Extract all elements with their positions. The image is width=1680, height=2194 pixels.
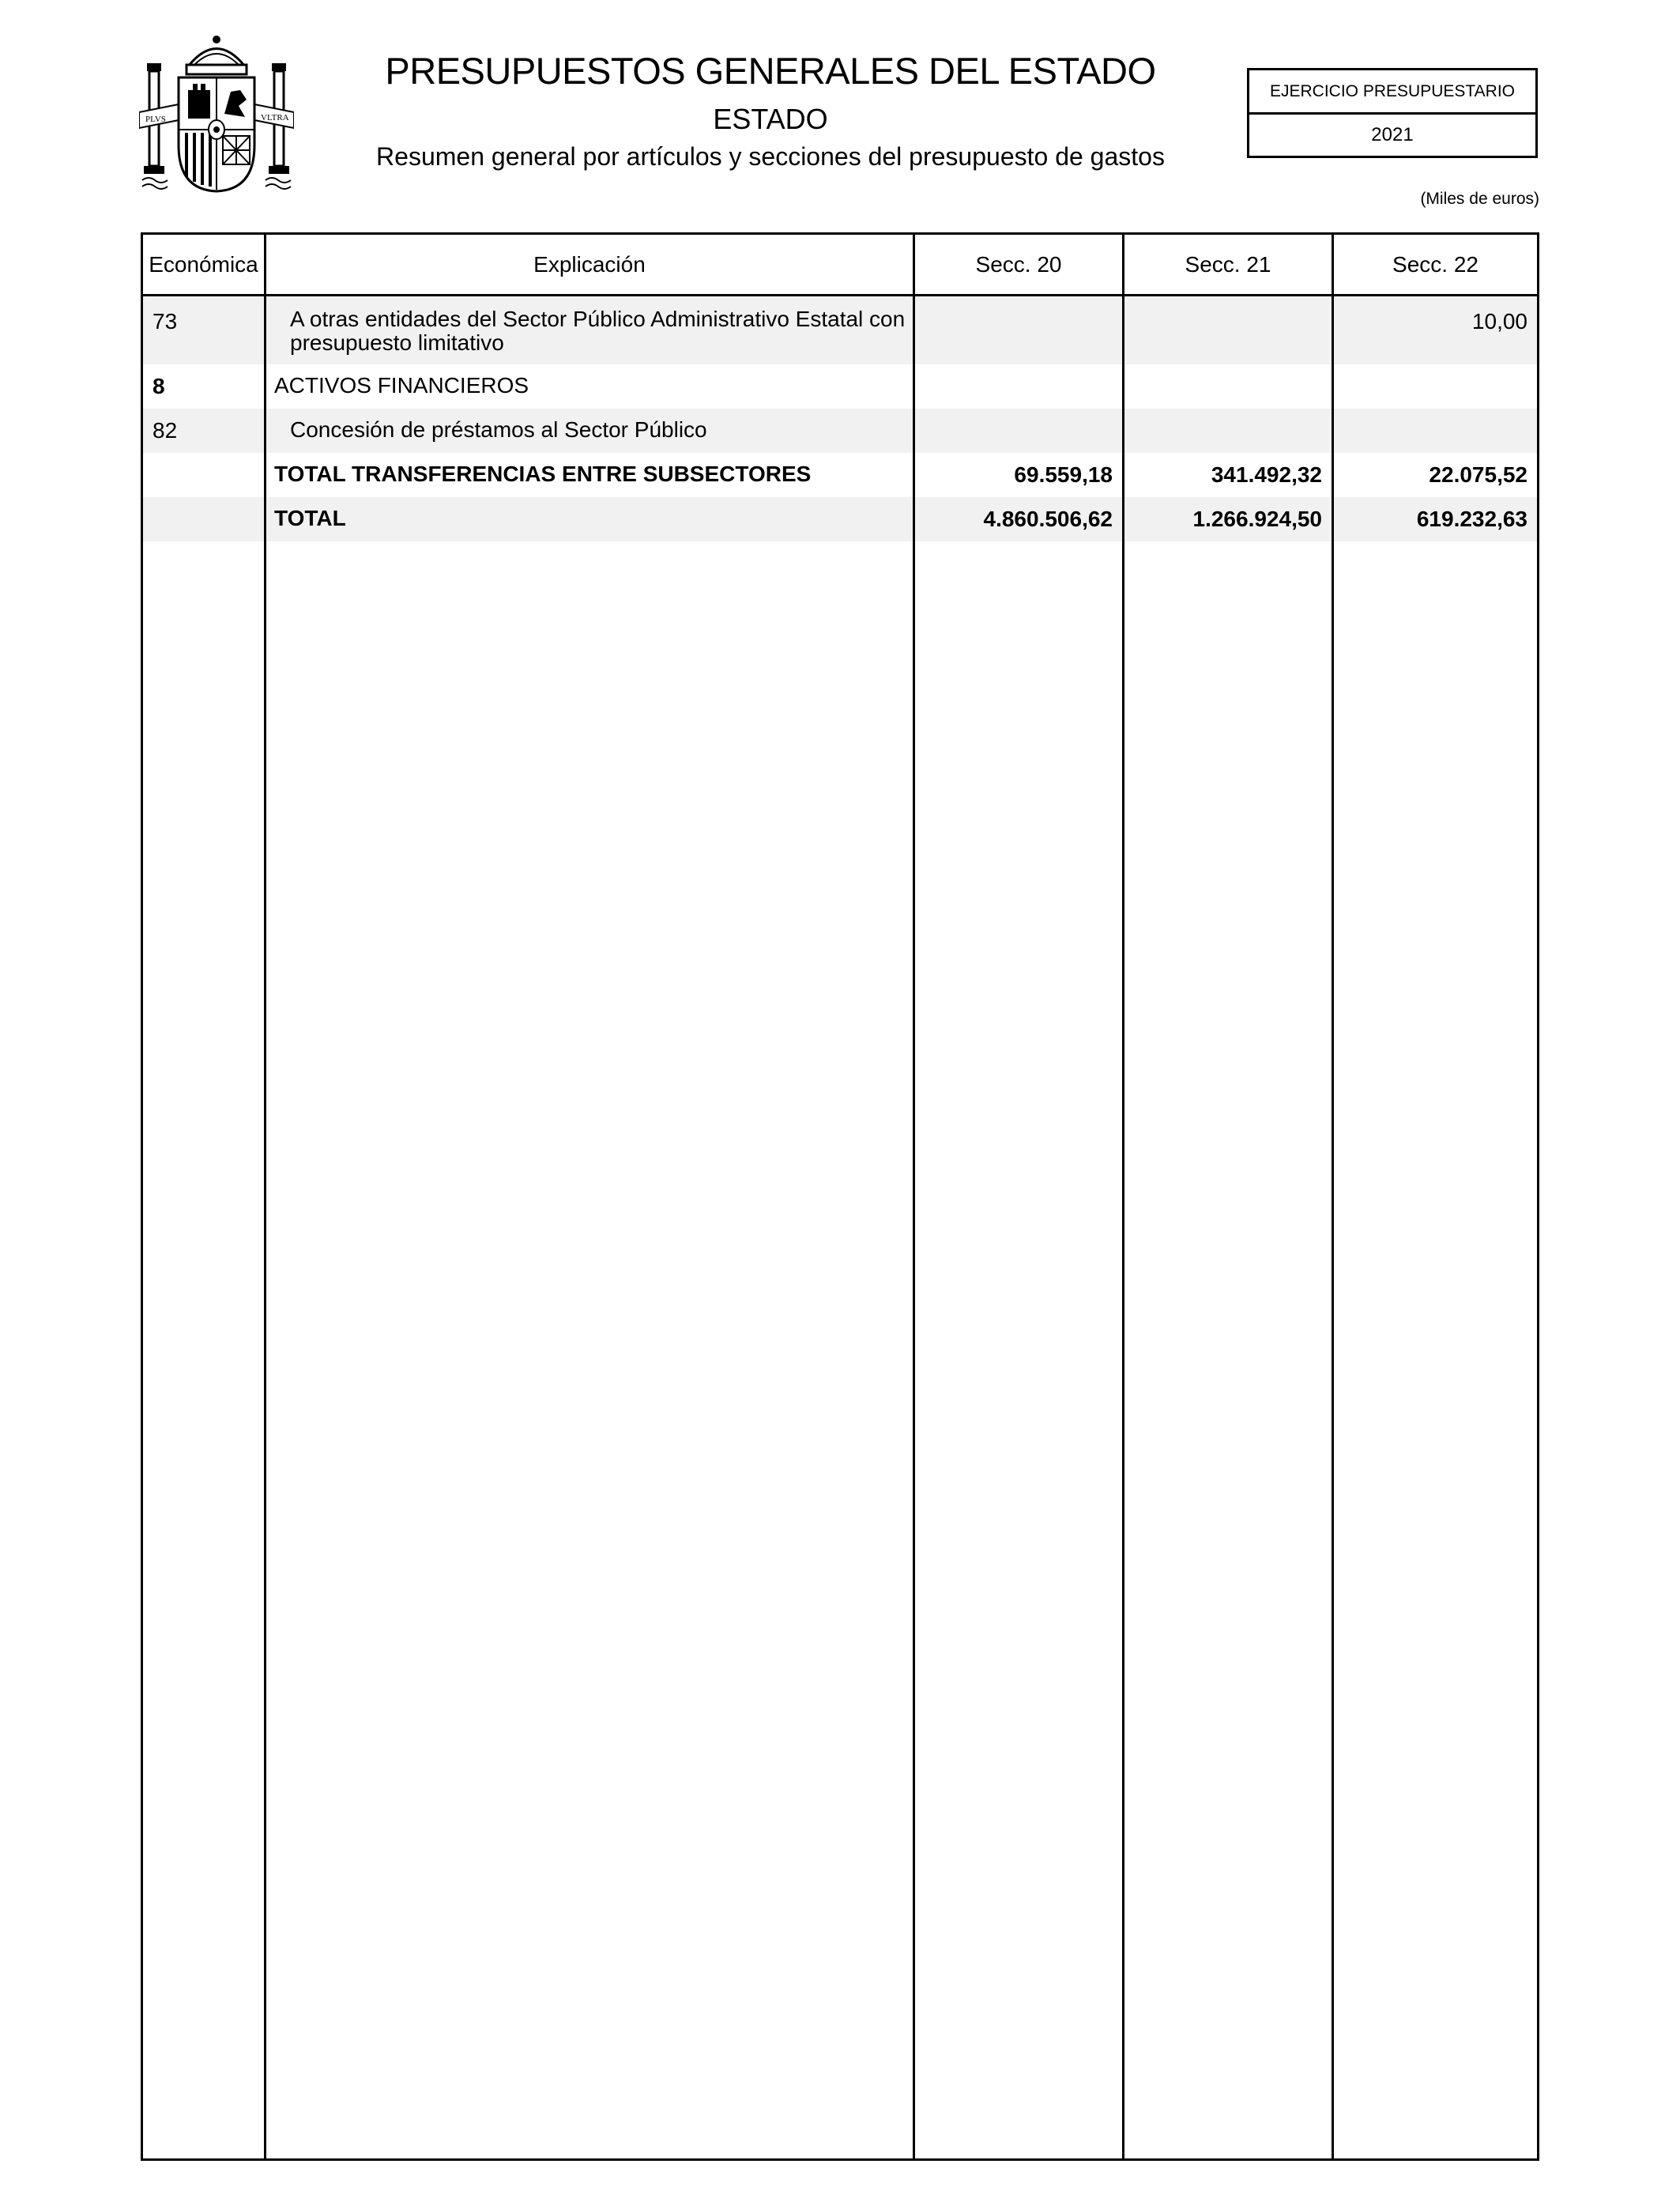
row-secc-21: 1.266.924,50 <box>1192 507 1322 531</box>
table-header <box>143 235 1537 296</box>
column-header-explicacion: Explicación <box>533 251 646 277</box>
column-header-secc-21: Secc. 21 <box>1185 251 1271 277</box>
column-header-economica: Económica <box>149 251 258 277</box>
table-row <box>143 296 1537 364</box>
row-secc-20: 69.559,18 <box>1014 462 1113 487</box>
coat-of-arms-icon <box>139 35 294 193</box>
column-header-secc-22: Secc. 22 <box>1392 251 1478 277</box>
column-divider <box>1332 235 1334 2158</box>
motto-right: VLTRA <box>261 113 289 123</box>
row-code: 8 <box>153 374 165 398</box>
row-explanation: TOTAL TRANSFERENCIAS ENTRE SUBSECTORES <box>274 462 812 486</box>
table-row <box>143 453 1537 497</box>
column-header-secc-20: Secc. 20 <box>975 251 1062 277</box>
row-explanation: ACTIVOS FINANCIEROS <box>274 373 529 398</box>
row-secc-22: 10,00 <box>1471 309 1527 334</box>
row-secc-22: 619.232,63 <box>1416 507 1527 531</box>
row-explanation: Concesión de préstamos al Sector Público <box>290 417 707 442</box>
budget-table <box>141 232 1539 2161</box>
row-secc-21: 341.492,32 <box>1211 462 1322 487</box>
ejercicio-label: EJERCICIO PRESUPUESTARIO <box>1249 70 1535 115</box>
row-explanation: TOTAL <box>274 506 346 530</box>
table-row <box>143 364 1537 409</box>
units-note: (Miles de euros) <box>1420 190 1539 208</box>
column-divider <box>264 235 266 2158</box>
page-description: Resumen general por artículos y secciones del presupuesto de gastos <box>376 142 1165 171</box>
ejercicio-year: 2021 <box>1371 124 1414 145</box>
page-subtitle: ESTADO <box>713 103 828 135</box>
row-secc-20: 4.860.506,62 <box>983 507 1113 531</box>
motto-left: PLVS <box>145 115 166 124</box>
row-code: 73 <box>153 309 178 334</box>
page-title: PRESUPUESTOS GENERALES DEL ESTADO <box>385 50 1156 92</box>
row-explanation: A otras entidades del Sector Público Administrativo Estatal con presupuesto limitativo <box>290 307 906 355</box>
ejercicio-box <box>1247 68 1538 158</box>
row-secc-22: 22.075,52 <box>1429 462 1527 487</box>
column-divider <box>913 235 915 2158</box>
table-row <box>143 497 1537 541</box>
column-divider <box>1122 235 1124 2158</box>
row-code: 82 <box>153 418 178 443</box>
table-row <box>143 409 1537 453</box>
